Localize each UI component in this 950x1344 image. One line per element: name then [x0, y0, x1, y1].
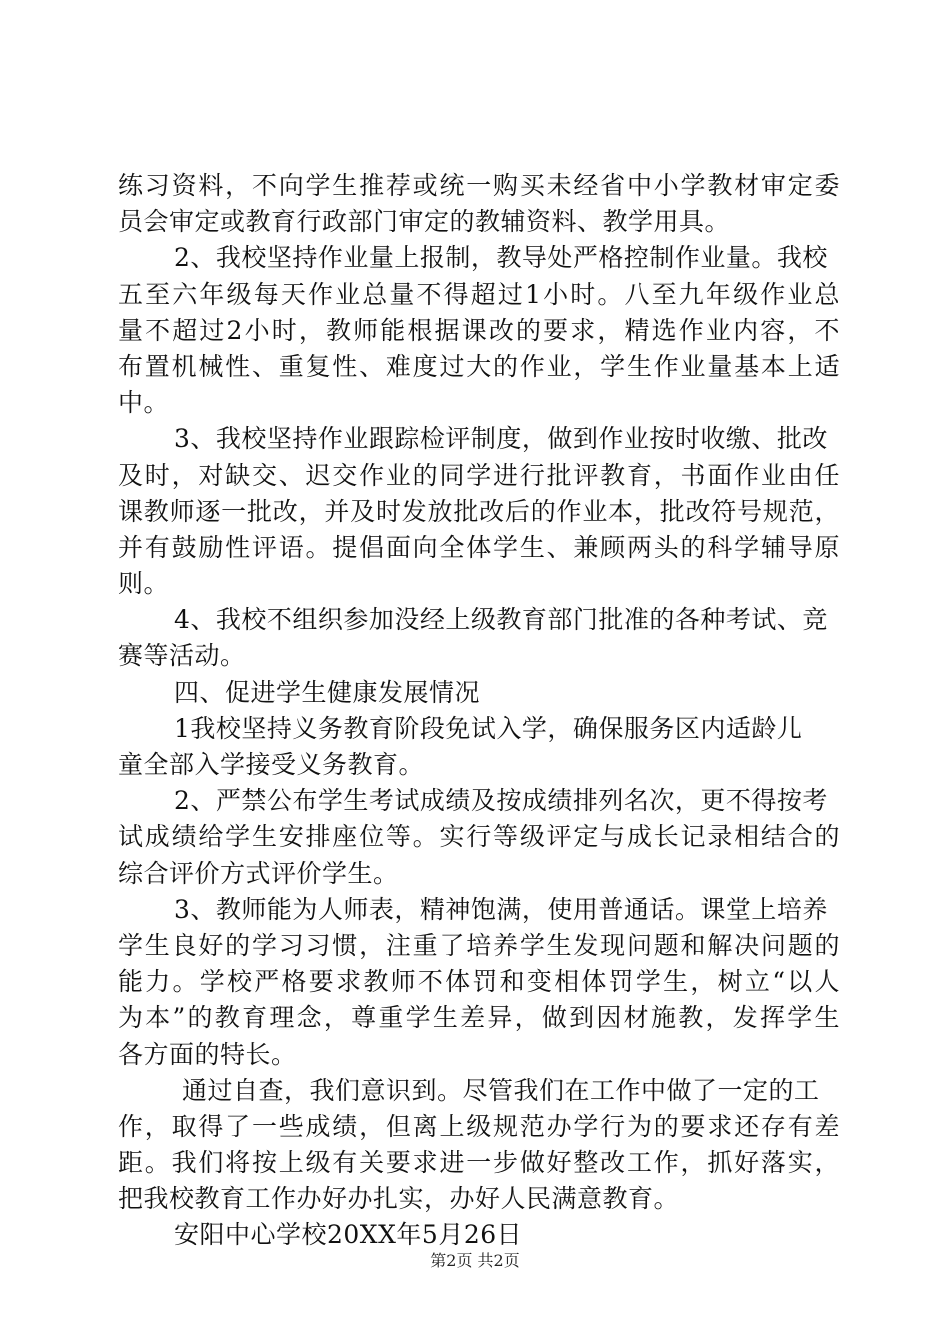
page-number-footer: 第2页 共2页 — [430, 1251, 520, 1270]
text-line: 1我校坚持义务教育阶段免试入学，确保服务区内适龄儿 — [174, 713, 803, 743]
signature-date-line: 安阳中心学校20XX年5月26日 — [174, 1220, 523, 1250]
text-line: 则。 — [118, 569, 170, 599]
text-line: 学生良好的学习习惯，注重了培养学生发现问题和解决问题的 — [118, 930, 840, 960]
text-line: 赛等活动。 — [118, 641, 246, 671]
text-line: 为本”的教育理念，尊重学生差异，做到因材施教，发挥学生 — [118, 1003, 840, 1033]
document-body — [118, 168, 840, 1254]
text-line: 及时，对缺交、迟交作业的同学进行批评教育，书面作业由任 — [118, 460, 840, 490]
text-line: 课教师逐一批改，并及时发放批改后的作业本，批改符号规范， — [118, 496, 840, 526]
text-line: 员会审定或教育行政部门审定的教辅资料、教学用具。 — [118, 207, 731, 237]
text-line: 作，取得了一些成绩，但离上级规范办学行为的要求还存有差 — [118, 1111, 840, 1141]
text-line: 2、严禁公布学生考试成绩及按成绩排列名次，更不得按考 — [174, 786, 828, 816]
text-line: 3、我校坚持作业跟踪检评制度，做到作业按时收缴、批改 — [174, 424, 828, 454]
text-line: 中。 — [118, 388, 170, 418]
text-line: 练习资料，不向学生推荐或统一购买未经省中小学教材审定委 — [118, 171, 840, 200]
text-line: 4、我校不组织参加没经上级教育部门批准的各种考试、竞 — [174, 605, 828, 635]
text-line: 距。我们将按上级有关要求进一步做好整改工作，抓好落实， — [118, 1148, 840, 1178]
text-line: 把我校教育工作办好办扎实，办好人民满意教育。 — [118, 1184, 680, 1214]
text-line: 布置机械性、重复性、难度过大的作业，学生作业量基本上适 — [118, 351, 840, 381]
text-line: 试成绩给学生安排座位等。实行等级评定与成长记录相结合的 — [118, 822, 840, 852]
text-line: 能力。学校严格要求教师不体罚和变相体罚学生，树立“以人 — [118, 967, 840, 997]
text-line: 2、我校坚持作业量上报制，教导处严格控制作业量。我校 — [174, 243, 828, 273]
text-line: 各方面的特长。 — [118, 1039, 297, 1069]
text-line: 并有鼓励性评语。提倡面向全体学生、兼顾两头的科学辅导原 — [118, 532, 840, 562]
text-line: 通过自查，我们意识到。尽管我们在工作中做了一定的工 — [182, 1075, 820, 1105]
text-line: 综合评价方式评价学生。 — [118, 858, 399, 888]
text-line: 3、教师能为人师表，精神饱满，使用普通话。课堂上培养 — [174, 894, 828, 924]
text-line: 五至六年级每天作业总量不得超过1小时。八至九年级作业总 — [118, 279, 840, 309]
section-heading: 四、促进学生健康发展情况 — [174, 677, 481, 707]
text-line: 量不超过2小时，教师能根据课改的要求，精选作业内容，不 — [118, 315, 840, 345]
text-line: 童全部入学接受义务教育。 — [118, 750, 425, 779]
